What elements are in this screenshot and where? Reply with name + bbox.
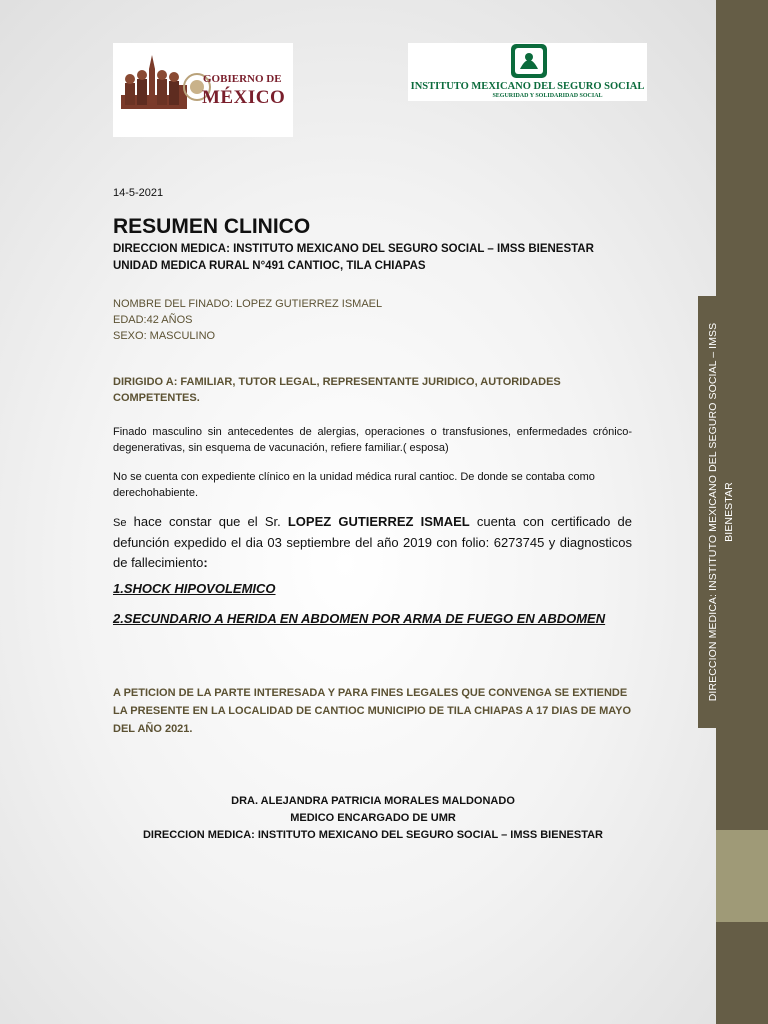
paragraph-certificado-text-b: cuenta con certificado de defunción expedido el dia 03 septiembre del año 2019 con folio: 6273745 y diagnosticos de fallecimiento [113,514,632,570]
imss-eagle-icon [408,43,647,83]
paragraph-certificado [113,512,632,573]
gobierno-logo-line2: MÉXICO [202,87,286,108]
document-date: 14-5-2021 [113,187,164,199]
paragraph-antecedentes: Finado masculino sin antecedentes de alergias, operaciones o transfusiones, enfermedades crónico-degenerativas, sin esquema de vacunación, refiere familiar.( esposa) [113,426,632,454]
direccion-line1: DIRECCION MEDICA: INSTITUTO MEXICANO DEL SEGURO SOCIAL – IMSS BIENESTAR [113,243,594,255]
patient-age: EDAD:42 AÑOS [113,314,193,326]
gobierno-de-mexico-logo [113,43,293,137]
paragraph-certificado-text-a: hace constar que el Sr. [126,514,288,529]
right-stripe-accent [716,830,768,922]
side-tab-text: DIRECCION MEDICA: INSTITUTO MEXICANO DEL SEGURO SOCIAL – IMSS BIENESTAR [707,322,735,702]
peticion-paragraph: A PETICION DE LA PARTE INTERESADA Y PARA FINES LEGALES QUE CONVENGA SE EXTIENDE LA PRESENTE EN LA LOCALIDAD DE CANTIOC MUNICIPIO DE TILA CHIAPAS A 17 DIAS DE MAYO DEL AÑO 2021. [113,687,632,735]
paragraph-expediente: No se cuenta con expediente clínico en la unidad médica rural cantioc. De donde se contaba como derechohabiente. [113,471,595,499]
dirigido-a: DIRIGIDO A: FAMILIAR, TUTOR LEGAL, REPRESENTANTE JURIDICO, AUTORIDADES COMPETENTES. [113,376,561,404]
gobierno-logo-line1: GOBIERNO DE [203,73,282,85]
direccion-line2: UNIDAD MEDICA RURAL N°491 CANTIOC, TILA CHIAPAS [113,260,426,272]
document-title: RESUMEN CLINICO [113,215,311,238]
imss-logo-name: INSTITUTO MEXICANO DEL SEGURO SOCIAL [410,81,645,92]
diagnosis-2: 2.SECUNDARIO A HERIDA EN ABDOMEN POR ARMA DE FUEGO EN ABDOMEN [113,611,606,626]
signature-name: DRA. ALEJANDRA PATRICIA MORALES MALDONADO [231,795,515,807]
side-tab [698,296,744,728]
signature-institution: DIRECCION MEDICA: INSTITUTO MEXICANO DEL SEGURO SOCIAL – IMSS BIENESTAR [142,829,603,841]
signature-role: MEDICO ENCARGADO DE UMR [290,812,456,824]
paragraph-certificado-colon: : [203,555,208,570]
paragraph-certificado-se: Se [113,517,127,529]
patient-sex: SEXO: MASCULINO [113,330,216,342]
imss-logo [408,43,647,101]
patient-name: NOMBRE DEL FINADO: LOPEZ GUTIERREZ ISMAEL [113,298,383,310]
diagnosis-1: 1.SHOCK HIPOVOLEMICO [113,581,276,596]
paragraph-certificado-name: LOPEZ GUTIERREZ ISMAEL [287,514,470,529]
imss-logo-tagline: SEGURIDAD Y SOLIDARIDAD SOCIAL [492,93,603,99]
